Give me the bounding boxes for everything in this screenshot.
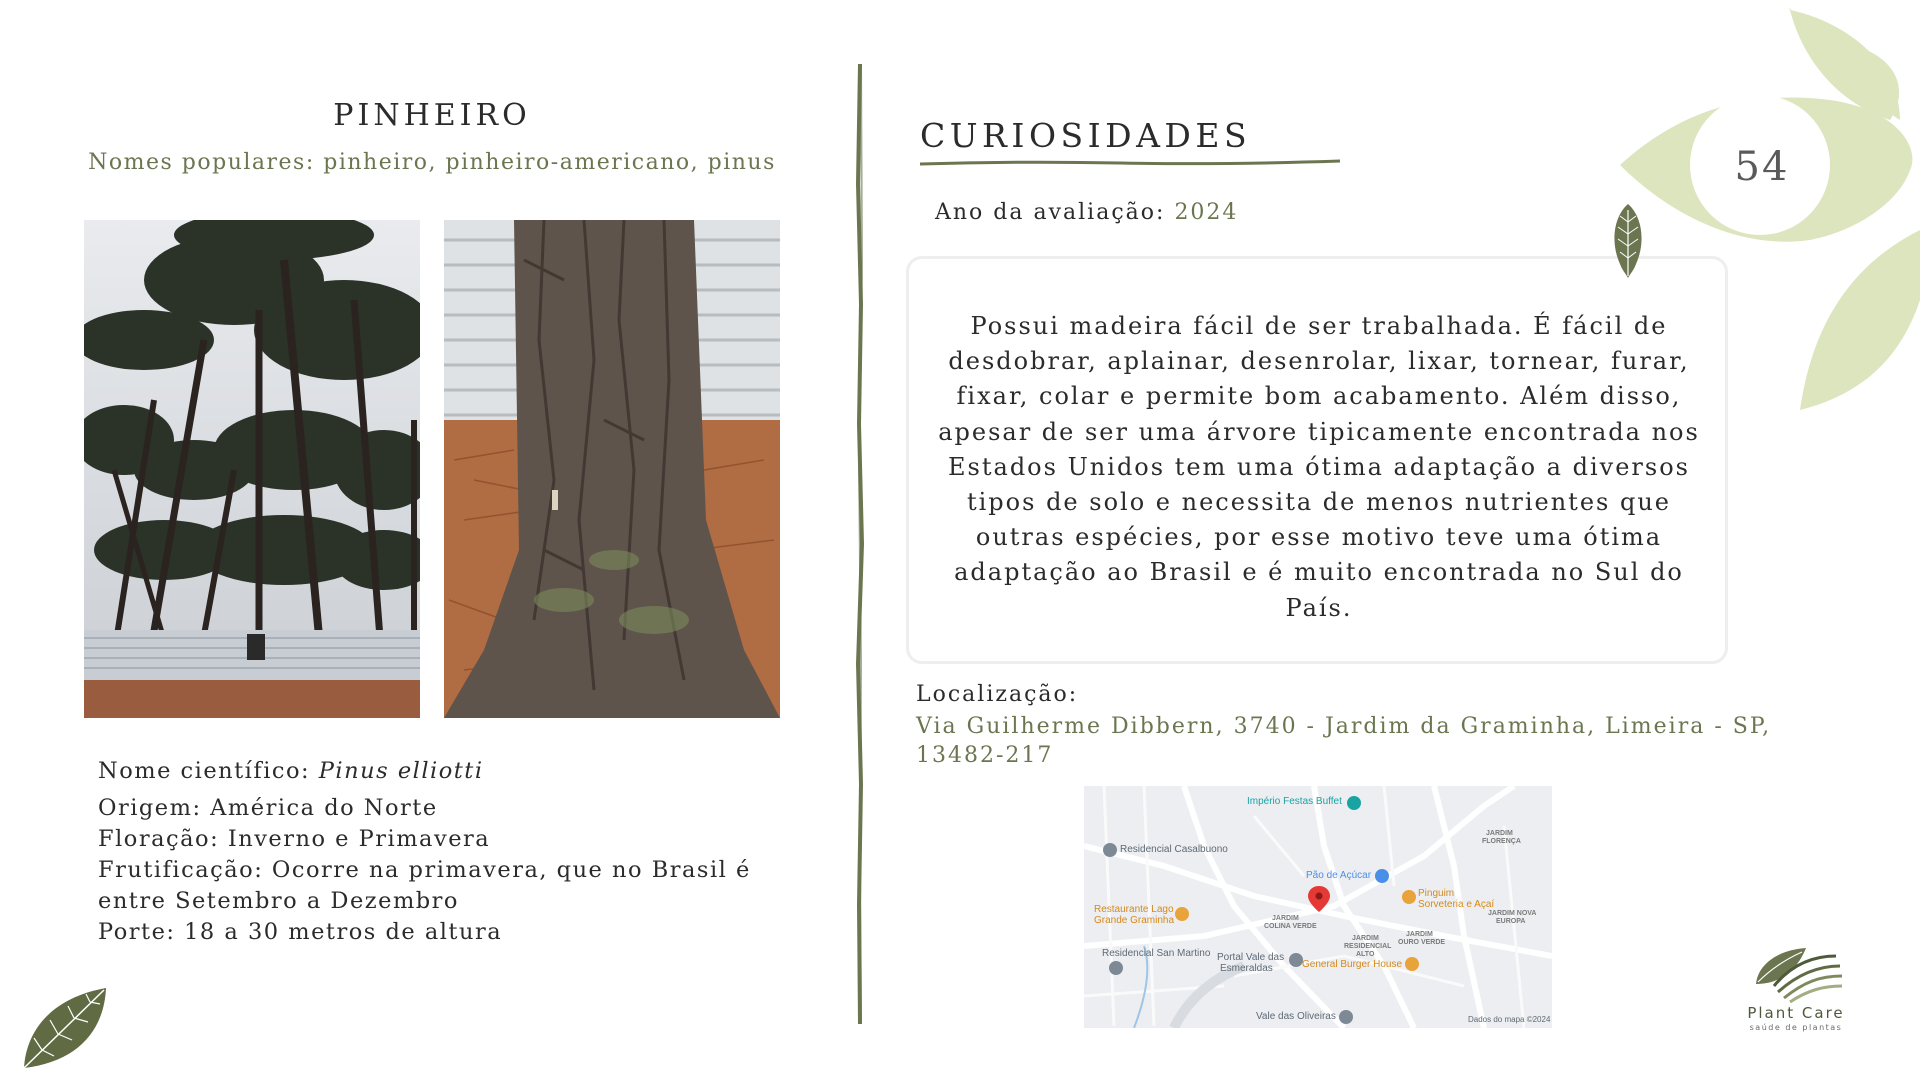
evaluation-year-label: Ano da avaliação: — [935, 200, 1175, 225]
vertical-divider — [850, 64, 870, 1024]
map-label-nova-europa: JARDIM NOVA — [1488, 910, 1537, 917]
logo-tagline: saúde de plantas — [1749, 1023, 1843, 1032]
flowering: Floração: Inverno e Primavera — [98, 826, 491, 852]
map-label-restaurante: Restaurante Lago — [1094, 904, 1174, 915]
map-label-pao-de-acucar: Pão de Açúcar — [1306, 870, 1372, 881]
popular-names-label: Nomes populares: — [88, 150, 324, 175]
evaluation-year-value: 2024 — [1174, 200, 1239, 225]
origin: Origem: América do Norte — [98, 795, 438, 821]
logo-name: Plant Care — [1747, 1004, 1845, 1022]
leaf-icon — [20, 982, 112, 1072]
map-label-florenca-2: FLORENÇA — [1482, 838, 1521, 845]
pine-trees-photo — [84, 220, 420, 718]
location-label: Localização: — [916, 682, 1079, 707]
popular-names — [0, 150, 864, 175]
pine-trunk-photo — [444, 220, 780, 718]
map-label-florenca: JARDIM — [1486, 830, 1513, 837]
title-underline — [920, 158, 1340, 168]
map-label-residencial-2: RESIDENCIAL — [1344, 943, 1392, 950]
scientific-name — [98, 756, 798, 787]
popular-names-value: pinheiro, pinheiro-americano, pinus — [323, 150, 776, 175]
map-label-nova-europa-2: EUROPA — [1496, 918, 1526, 925]
map-label-san-martino: Residencial San Martino — [1102, 948, 1211, 959]
map-label-ouro: JARDIM — [1406, 931, 1433, 938]
map-label-pinguim-2: Sorveteria e Açaí — [1418, 899, 1495, 910]
size: Porte: 18 a 30 metros de altura — [98, 919, 503, 945]
location-map[interactable] — [1084, 786, 1552, 1028]
plant-facts — [98, 756, 798, 948]
decorative-leaves-icon — [1600, 0, 1920, 430]
scientific-name-value: Pinus elliotti — [318, 758, 484, 784]
map-label-colina-2: COLINA VERDE — [1264, 923, 1317, 930]
plant-care-logo-icon — [1748, 944, 1844, 1004]
map-credit: Dados do mapa ©2024 — [1468, 1015, 1551, 1024]
evaluation-year — [935, 200, 1238, 225]
map-label-restaurante-2: Grande Graminha — [1094, 915, 1175, 926]
map-label-portal-vale-2: Esmeraldas — [1220, 963, 1273, 974]
map-label-pinguim: Pinguim — [1418, 888, 1455, 899]
map-label-general-burger: General Burger House — [1302, 959, 1403, 970]
curiosities-text: Possui madeira fácil de ser trabalhada. É fácil de desdobrar, aplainar, desenrolar, lixar, tornear, furar, fixar, colar e permite bom acabamento. Além disso, apesar de ser uma árvore tipicamente encontrada nos Estados Unidos tem uma ótima adaptação a diversos tipos de solo e necessita de menos nutrientes que outras espécies, por esse motivo teve uma ótima adaptação ao Brasil e é muito encontrada no Sul do País. — [938, 312, 1700, 622]
map-label-imperio: Império Festas Buffet — [1247, 796, 1342, 807]
map-label-ouro-2: OURO VERDE — [1398, 939, 1446, 946]
plant-title: PINHEIRO — [333, 98, 531, 133]
map-label-colina: JARDIM — [1272, 915, 1299, 922]
curiosities-title: CURIOSIDADES — [920, 116, 1252, 155]
map-label-residencial-3: ALTO — [1356, 951, 1375, 958]
fruiting-line-2: entre Setembro a Dezembro — [98, 888, 459, 914]
map-label-portal-vale: Portal Vale das — [1217, 952, 1285, 963]
map-label-vale-oliveiras: Vale das Oliveiras — [1256, 1011, 1336, 1022]
location-address: Via Guilherme Dibbern, 3740 - Jardim da Graminha, Limeira - SP, 13482-217 — [916, 714, 1772, 768]
scientific-name-label: Nome científico: — [98, 758, 319, 784]
page-number: 54 — [1734, 144, 1790, 190]
map-label-residencial: JARDIM — [1352, 935, 1379, 942]
fruiting-line-1: Frutificação: Ocorre na primavera, que no Brasil é — [98, 857, 751, 883]
map-label-casalbuono: Residencial Casalbuono — [1120, 844, 1228, 855]
